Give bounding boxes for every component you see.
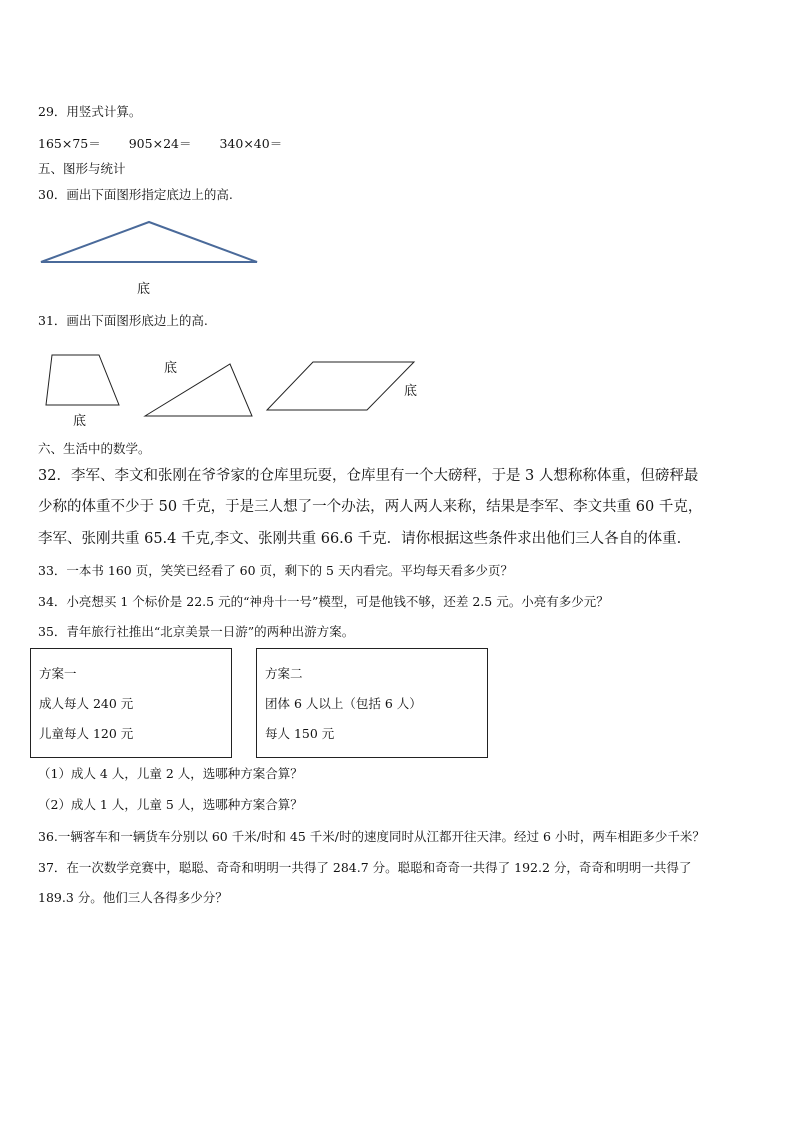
section-6-heading: 六、生活中的数学。 <box>38 441 151 456</box>
section-5-heading: 五、图形与统计 <box>38 161 126 176</box>
q32-line-2: 少称的体重不少于 50 千克，于是三人想了一个办法，两人两人来称，结果是李军、李文共重 60 千克， <box>38 499 703 515</box>
plan-2-group-rule: 团体 6 人以上（包括 6 人） <box>265 696 422 711</box>
plan-1-name: 方案一 <box>39 666 77 681</box>
q29-title: 29．用竖式计算。 <box>38 104 142 119</box>
q31-trapezoid[interactable] <box>46 355 119 405</box>
plan-2-box <box>256 648 488 758</box>
q31-parallelogram[interactable] <box>267 362 414 410</box>
q32-line-1: 32．李军、李文和张刚在爷爷家的仓库里玩耍，仓库里有一个大磅秤，于是 3 人想称称体重，但磅秤最 <box>38 468 699 484</box>
q31-title: 31．画出下面图形底边上的高. <box>38 313 208 328</box>
q37-line-1: 37．在一次数学竞赛中，聪聪、奇奇和明明一共得了 284.7 分。聪聪和奇奇一共得了 192.2 分，奇奇和明明一共得了 <box>38 860 692 875</box>
q31-trapezoid-base-label: 底 <box>73 414 87 429</box>
q29-expr-1: 165×75＝ <box>38 136 101 151</box>
q35-sub-question-1: （1）成人 4 人，儿童 2 人，选哪种方案合算？ <box>38 766 303 781</box>
q35-title: 35．青年旅行社推出“北京美景一日游”的两种出游方案。 <box>38 624 355 639</box>
plan-1-adult-price: 成人每人 240 元 <box>39 696 134 711</box>
plan-1-child-price: 儿童每人 120 元 <box>39 726 134 741</box>
q36-text: 36.一辆客车和一辆货车分别以 60 千米/时和 45 千米/时的速度同时从江都开往天津。经过 6 小时，两车相距多少千米？ <box>38 829 705 844</box>
plan-2-name: 方案二 <box>265 666 303 681</box>
q29-expr-3: 340×40＝ <box>219 136 283 151</box>
q37-line-2: 189.3 分。他们三人各得多少分？ <box>38 890 228 905</box>
q30-base-label: 底 <box>137 282 151 297</box>
plan-2-price: 每人 150 元 <box>265 726 335 741</box>
q31-parallelogram-base-label: 底 <box>404 384 418 399</box>
q35-sub-question-2: （2）成人 1 人，儿童 5 人，选哪种方案合算？ <box>38 797 303 812</box>
q31-triangle-base-label: 底 <box>164 361 178 376</box>
q31-triangle[interactable] <box>145 364 252 416</box>
q34-text: 34．小亮想买 1 个标价是 22.5 元的“神舟十一号”模型，可是他钱不够，还差 2.5 元。小亮有多少元？ <box>38 594 609 609</box>
q32-line-3: 李军、张刚共重 65.4 千克,李文、张刚共重 66.6 千克．请你根据这些条件求出他们三人各自的体重. <box>38 531 682 547</box>
plan-1-box <box>30 648 232 758</box>
q30-title: 30．画出下面图形指定底边上的高. <box>38 187 233 202</box>
q33-text: 33．一本书 160 页，笑笑已经看了 60 页，剩下的 5 天内看完。平均每天看多少页？ <box>38 563 513 578</box>
q29-expr-2: 905×24＝ <box>128 136 192 151</box>
